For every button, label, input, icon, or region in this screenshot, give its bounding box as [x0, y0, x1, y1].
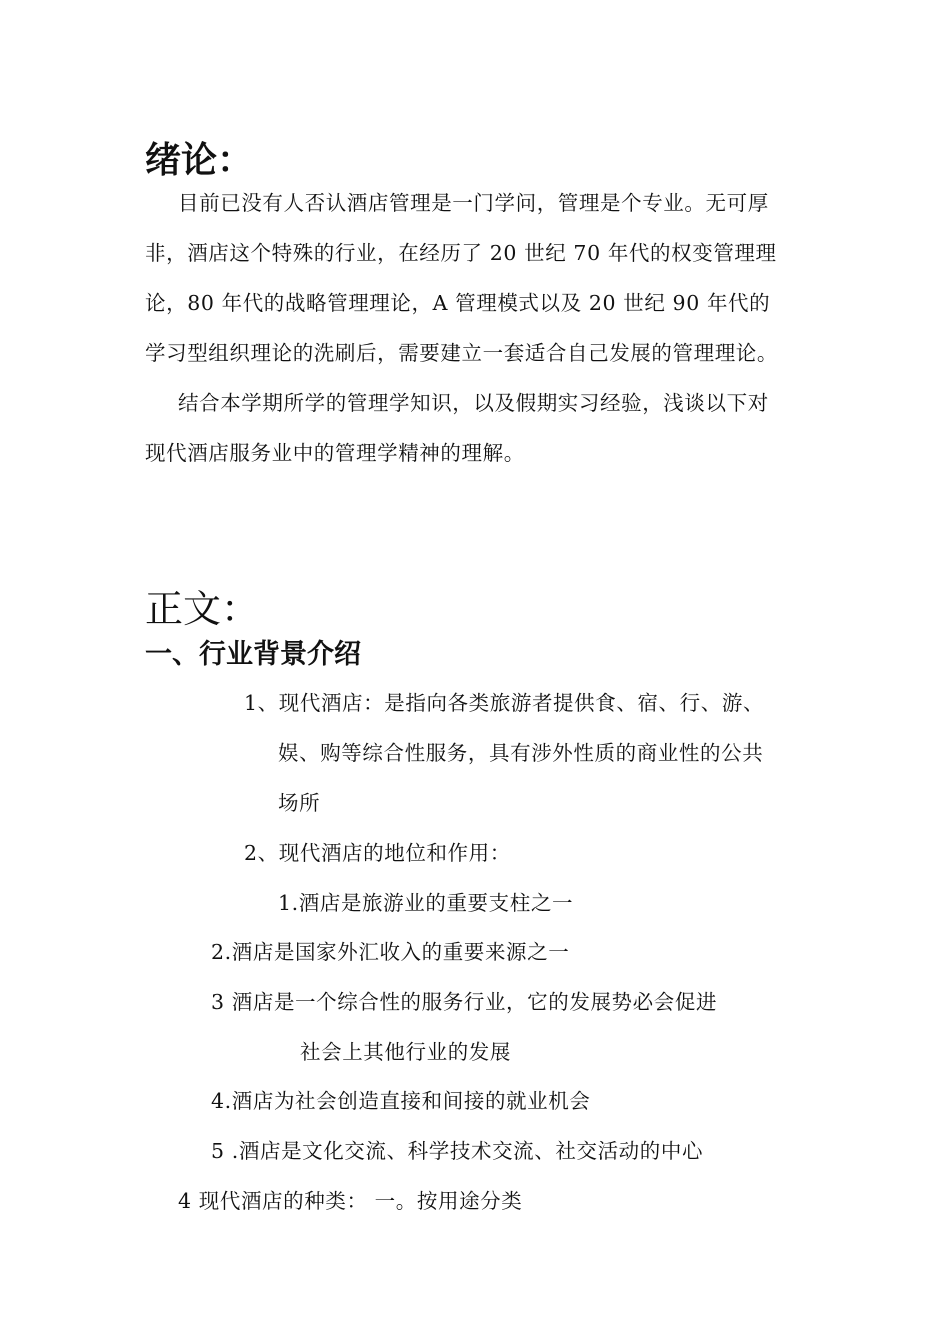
item1-line2: 娱、购等综合性服务，具有涉外性质的商业性的公共 [278, 741, 764, 765]
role-5: 5 .酒店是文化交流、科学技术交流、社交活动的中心 [211, 1139, 704, 1163]
intro-para1-line1: 目前已没有人否认酒店管理是一门学问，管理是个专业。无可厚 [178, 191, 769, 215]
role-3-line1: 3 酒店是一个综合性的服务行业，它的发展势必会促进 [211, 990, 718, 1014]
item2-heading: 2、现代酒店的地位和作用： [244, 841, 511, 865]
intro-para1-line4: 学习型组织理论的洗刷后，需要建立一套适合自己发展的管理理论。 [145, 341, 778, 365]
role-2: 2.酒店是国家外汇收入的重要来源之一 [211, 940, 570, 964]
item1-line3: 场所 [278, 791, 321, 815]
item4-heading: 4 现代酒店的种类： 一。按用途分类 [178, 1189, 523, 1213]
intro-para2-line1: 结合本学期所学的管理学知识，以及假期实习经验，浅谈以下对 [178, 391, 769, 415]
role-4: 4.酒店为社会创造直接和间接的就业机会 [211, 1089, 591, 1113]
intro-para1-line2: 非，酒店这个特殊的行业，在经历了 20 世纪 70 年代的权变管理理 [145, 241, 777, 265]
role-3-line2: 社会上其他行业的发展 [300, 1040, 511, 1064]
body-heading: 正文： [145, 587, 260, 631]
role-1: 1.酒店是旅游业的重要支柱之一 [278, 891, 574, 915]
intro-heading: 绪论： [145, 140, 254, 181]
intro-para2-line2: 现代酒店服务业中的管理学精神的理解。 [145, 441, 525, 465]
item1-line1: 1、现代酒店：是指向各类旅游者提供食、宿、行、游、 [244, 691, 765, 715]
section-title-industry-background: 一、行业背景介绍 [145, 639, 361, 670]
intro-para1-line3: 论，80 年代的战略管理理论，A 管理模式以及 20 世纪 90 年代的 [145, 291, 771, 315]
